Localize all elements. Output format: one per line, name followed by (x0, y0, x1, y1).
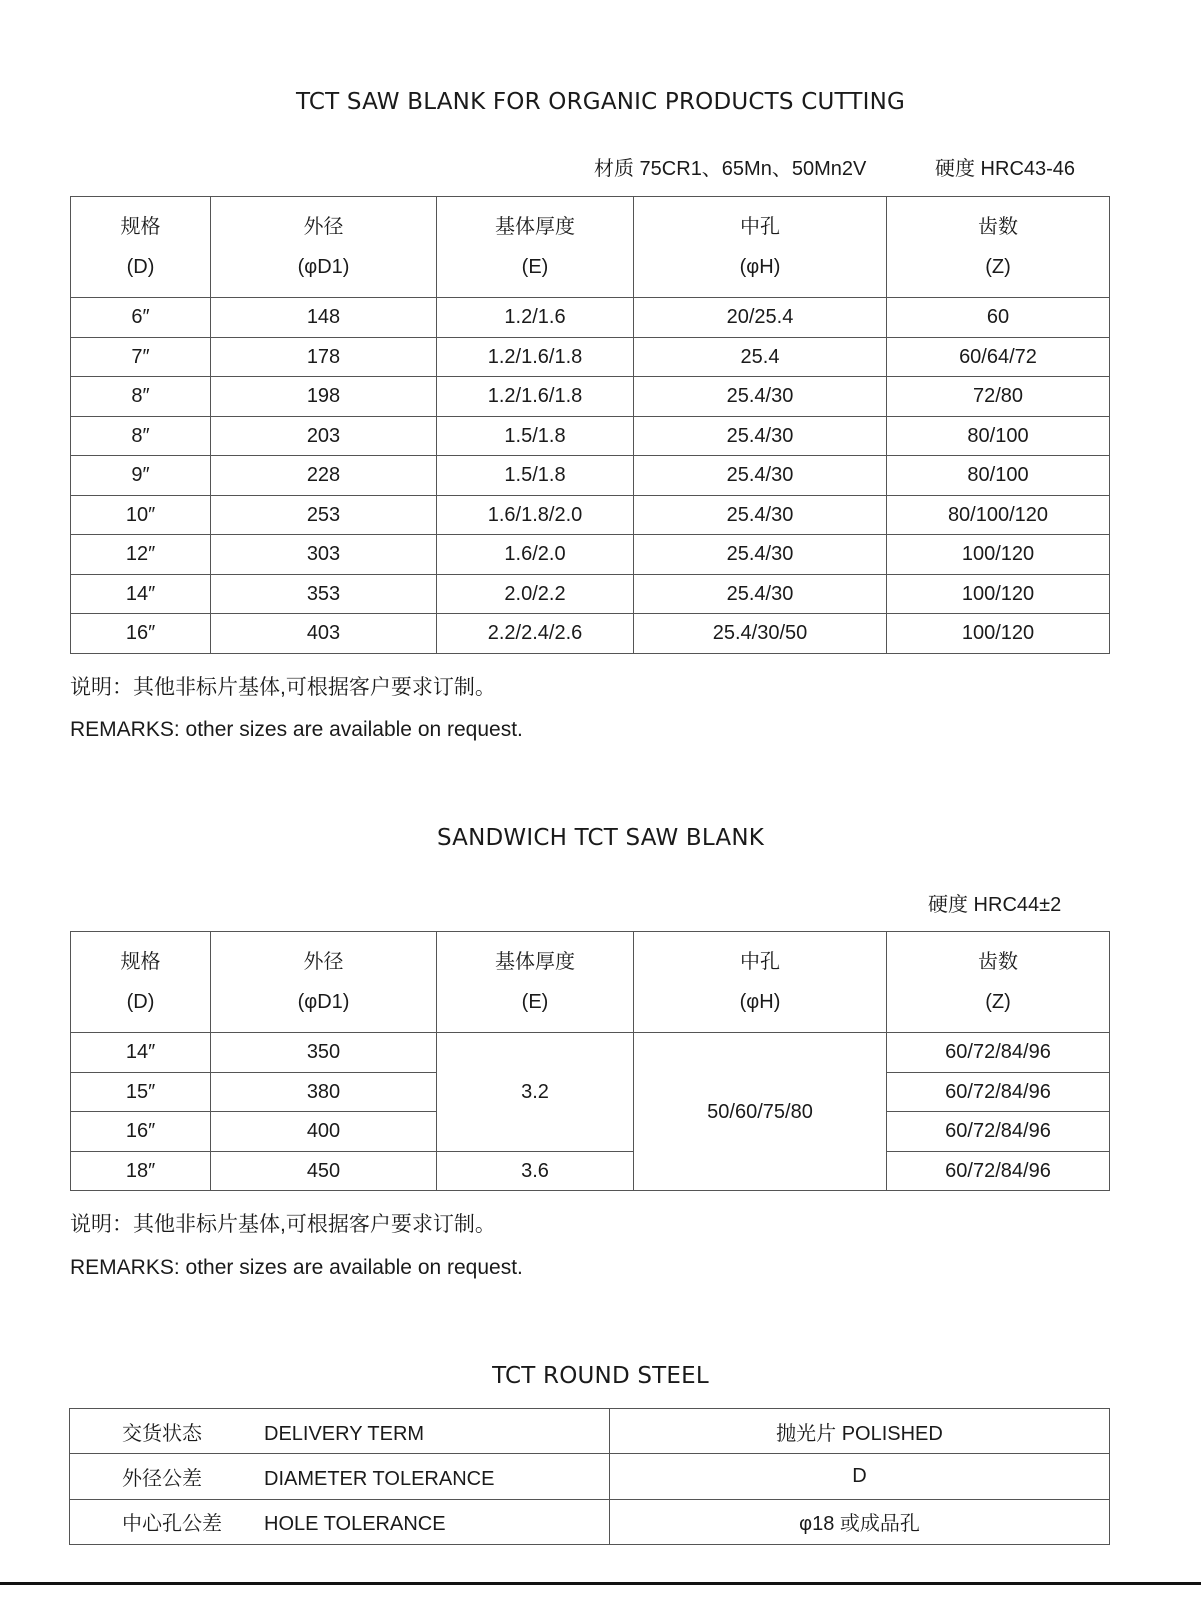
teeth-cell: 60/72/84/96 (887, 1033, 1110, 1073)
thickness-cell: 2.0/2.2 (437, 574, 634, 614)
size-cell: 10″ (71, 495, 211, 535)
table-row (71, 298, 1110, 338)
teeth-cell: 60/72/84/96 (887, 1151, 1110, 1191)
table-row (71, 535, 1110, 575)
organic-note-en: REMARKS: other sizes are available on request. (70, 718, 523, 741)
table-header-row (71, 197, 1110, 298)
size-cell: 7″ (71, 337, 211, 377)
teeth-cell: 80/100/120 (887, 495, 1110, 535)
hole-cell: 25.4/30 (634, 535, 887, 575)
sandwich-note-cn: 说明：其他非标片基体,可根据客户要求订制。 (70, 1213, 496, 1236)
teeth-cell: 60/72/84/96 (887, 1072, 1110, 1112)
table-row (71, 574, 1110, 614)
thickness-cell: 1.2/1.6/1.8 (437, 377, 634, 417)
table-row (71, 337, 1110, 377)
size-cell: 8″ (71, 377, 211, 417)
table-row (71, 377, 1110, 417)
diameter-cell: 198 (211, 377, 437, 417)
table-row (70, 1409, 1110, 1454)
size-cell: 14″ (71, 1033, 211, 1073)
teeth-cell: 60/64/72 (887, 337, 1110, 377)
header-teeth: 齿数 (Z) (887, 197, 1110, 298)
thickness-cell: 3.2 (437, 1033, 634, 1152)
table-row (71, 614, 1110, 654)
teeth-cell: 100/120 (887, 614, 1110, 654)
table-row (71, 416, 1110, 456)
table-row (70, 1454, 1110, 1499)
thickness-cell: 1.5/1.8 (437, 416, 634, 456)
teeth-cell: 80/100 (887, 416, 1110, 456)
diameter-cell: 203 (211, 416, 437, 456)
diameter-tolerance-label: 外径公差 DIAMETER TOLERANCE (70, 1454, 610, 1499)
diameter-cell: 400 (211, 1112, 437, 1152)
size-cell: 14″ (71, 574, 211, 614)
table-row (71, 495, 1110, 535)
table-row (71, 1033, 1110, 1073)
organic-hardness: 硬度 HRC43-46 (935, 158, 1076, 180)
teeth-cell: 60/72/84/96 (887, 1112, 1110, 1152)
sandwich-hardness: 硬度 HRC44±2 (928, 894, 1062, 916)
steel-title: TCT ROUND STEEL (492, 1363, 709, 1389)
diameter-cell: 380 (211, 1072, 437, 1112)
hole-cell: 25.4/30/50 (634, 614, 887, 654)
delivery-term-label: 交货状态 DELIVERY TERM (70, 1409, 610, 1454)
sandwich-title: SANDWICH TCT SAW BLANK (436, 825, 765, 851)
delivery-term-value: 抛光片 POLISHED (610, 1409, 1110, 1454)
header-size: 规格 (D) (71, 932, 211, 1033)
hole-cell: 25.4/30 (634, 495, 887, 535)
table-header-row (71, 932, 1110, 1033)
teeth-cell: 60 (887, 298, 1110, 338)
hole-cell: 25.4 (634, 337, 887, 377)
size-cell: 9″ (71, 456, 211, 496)
hole-tolerance-label: 中心孔公差 HOLE TOLERANCE (70, 1499, 610, 1544)
organic-title: TCT SAW BLANK FOR ORGANIC PRODUCTS CUTTING (295, 89, 906, 115)
diameter-cell: 253 (211, 495, 437, 535)
header-outer-diameter: 外径 (φD1) (211, 197, 437, 298)
diameter-cell: 403 (211, 614, 437, 654)
hole-cell: 20/25.4 (634, 298, 887, 338)
organic-material: 材质 75CR1、65Mn、50Mn2V (594, 158, 867, 180)
diameter-cell: 350 (211, 1033, 437, 1073)
diameter-tolerance-value: D (610, 1454, 1110, 1499)
thickness-cell: 1.6/2.0 (437, 535, 634, 575)
diameter-cell: 303 (211, 535, 437, 575)
header-thickness: 基体厚度 (E) (437, 197, 634, 298)
header-teeth: 齿数 (Z) (887, 932, 1110, 1033)
teeth-cell: 100/120 (887, 535, 1110, 575)
thickness-cell: 2.2/2.4/2.6 (437, 614, 634, 654)
size-cell: 16″ (71, 1112, 211, 1152)
organic-spec-table (70, 196, 1110, 654)
thickness-cell: 1.5/1.8 (437, 456, 634, 496)
header-hole: 中孔 (φH) (634, 932, 887, 1033)
header-hole: 中孔 (φH) (634, 197, 887, 298)
bottom-rule (0, 1582, 1201, 1585)
size-cell: 15″ (71, 1072, 211, 1112)
size-cell: 12″ (71, 535, 211, 575)
diameter-cell: 450 (211, 1151, 437, 1191)
size-cell: 8″ (71, 416, 211, 456)
table-row (71, 456, 1110, 496)
diameter-cell: 148 (211, 298, 437, 338)
size-cell: 18″ (71, 1151, 211, 1191)
sandwich-spec-table (70, 931, 1110, 1191)
diameter-cell: 228 (211, 456, 437, 496)
size-cell: 6″ (71, 298, 211, 338)
diameter-cell: 178 (211, 337, 437, 377)
thickness-cell: 1.6/1.8/2.0 (437, 495, 634, 535)
diameter-cell: 353 (211, 574, 437, 614)
header-size: 规格 (D) (71, 197, 211, 298)
teeth-cell: 72/80 (887, 377, 1110, 417)
thickness-cell: 1.2/1.6/1.8 (437, 337, 634, 377)
teeth-cell: 100/120 (887, 574, 1110, 614)
steel-table (69, 1408, 1110, 1545)
hole-tolerance-value: φ18 或成品孔 (610, 1499, 1110, 1544)
hole-cell: 50/60/75/80 (634, 1033, 887, 1191)
table-row (70, 1499, 1110, 1544)
header-outer-diameter: 外径 (φD1) (211, 932, 437, 1033)
hole-cell: 25.4/30 (634, 456, 887, 496)
sandwich-note-en: REMARKS: other sizes are available on request. (70, 1256, 523, 1279)
thickness-cell: 1.2/1.6 (437, 298, 634, 338)
teeth-cell: 80/100 (887, 456, 1110, 496)
thickness-cell: 3.6 (437, 1151, 634, 1191)
header-thickness: 基体厚度 (E) (437, 932, 634, 1033)
hole-cell: 25.4/30 (634, 416, 887, 456)
organic-note-cn: 说明：其他非标片基体,可根据客户要求订制。 (70, 676, 496, 699)
hole-cell: 25.4/30 (634, 574, 887, 614)
table-row (71, 1151, 1110, 1191)
hole-cell: 25.4/30 (634, 377, 887, 417)
size-cell: 16″ (71, 614, 211, 654)
